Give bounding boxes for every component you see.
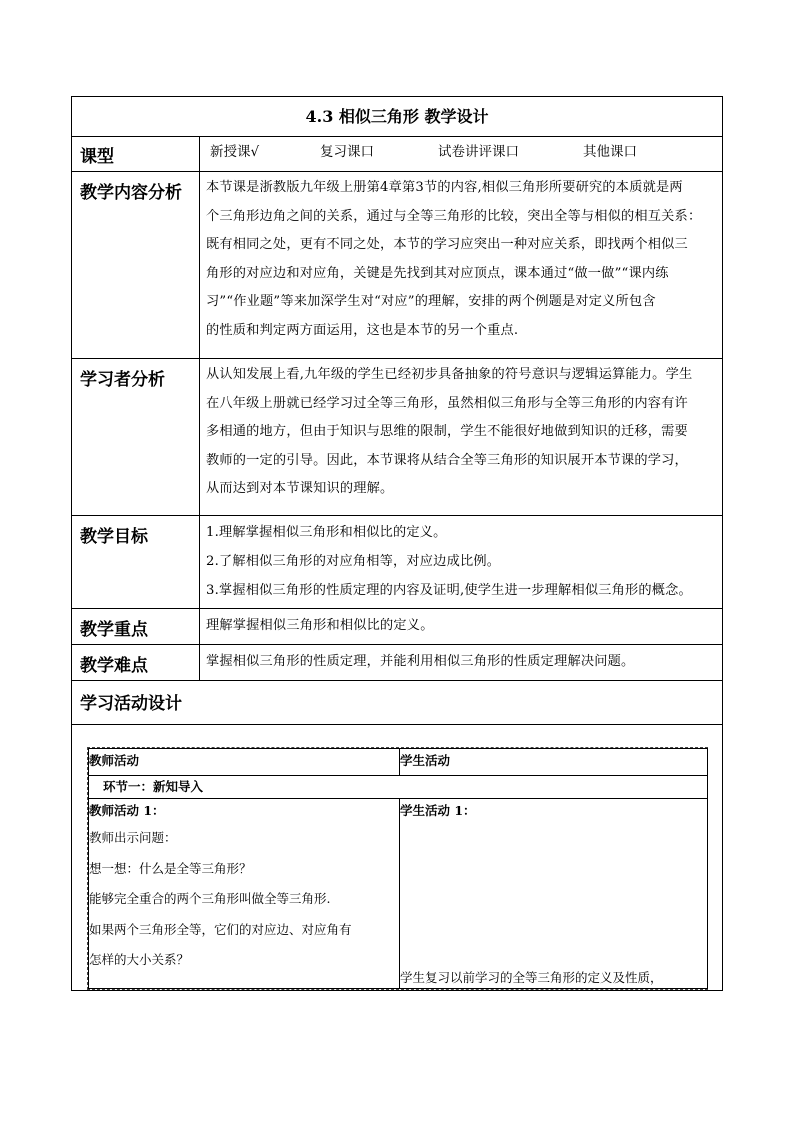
goal-item: 3.掌握相似三角形的性质定理的内容及证明,使学生进一步理解相似三角形的概念。: [206, 583, 692, 598]
text-line: 想一想：什么是全等三角形？: [89, 860, 252, 876]
document-page: [71, 96, 722, 991]
document-title: 4.3 相似三角形 教学设计: [72, 97, 723, 137]
student-activity-header: 学生活动: [400, 749, 708, 776]
learner-analysis-label: 学习者分析: [72, 359, 200, 516]
option-other[interactable]: 其他课口: [583, 144, 637, 160]
teacher-activity-header: 教师活动: [89, 749, 400, 776]
activity-design-label: 学习活动设计: [72, 681, 723, 725]
section-title: 环节一：新知导入: [89, 776, 708, 799]
text-line: 怎样的大小关系？: [89, 952, 190, 967]
goal-item: 1.理解掌握相似三角形和相似比的定义。: [206, 525, 447, 540]
text-line: 多相通的地方，但由于知识与思维的限制，学生不能很好地做到知识的迁移，需要: [206, 424, 688, 439]
key-point-text: 理解掌握相似三角形和相似比的定义。: [200, 609, 723, 645]
student-activity-text: 学生复习以前学习的全等三角形的定义及性质，: [400, 970, 663, 985]
content-analysis-text: [200, 172, 723, 359]
key-point-label: 教学重点: [72, 609, 200, 645]
student-activity-cell: [400, 799, 708, 989]
activity-design-area: [72, 725, 723, 991]
text-line: 个三角形边角之间的关系，通过与全等三角形的比较，突出全等与相似的相互关系：: [206, 208, 702, 224]
text-line: 教师出示问题：: [89, 830, 177, 845]
goals-label: 教学目标: [72, 516, 200, 609]
text-line: 在八年级上册就已经学习过全等三角形，虽然相似三角形与全等三角形的内容有许: [206, 395, 688, 411]
text-line: 既有相同之处，更有不同之处，本节的学习应突出一种对应关系，即找两个相似三: [206, 237, 688, 252]
goals-text: [200, 516, 723, 609]
text-line: 如果两个三角形全等，它们的对应边、对应角有: [89, 921, 352, 937]
text-line: 习”“作业题”等来加深学生对“对应”的理解，安排的两个例题是对定义所包含: [206, 294, 656, 309]
option-test-review[interactable]: 试卷讲评课口: [438, 144, 519, 160]
lesson-plan-table: [71, 96, 723, 991]
content-analysis-label: 教学内容分析: [72, 172, 200, 359]
text-line: 教师的一定的引导。因此，本节课将从结合全等三角形的知识展开本节课的学习，: [206, 452, 688, 468]
option-new-lesson[interactable]: 新授课√: [210, 144, 260, 160]
teacher-activity-cell: [89, 799, 400, 989]
text-line: 角形的对应边和对应角，关键是先找到其对应顶点，课本通过“做一做”“课内练: [206, 265, 669, 281]
lesson-type-label: 课型: [72, 137, 200, 172]
text-line: 本节课是浙教版九年级上册第4章第3节的内容,相似三角形所要研究的本质就是两: [206, 180, 683, 195]
option-review[interactable]: 复习课口: [320, 144, 374, 160]
teacher-activity-title: 教师活动 1：: [89, 803, 165, 818]
difficulty-label: 教学难点: [72, 645, 200, 681]
activity-table: [87, 747, 708, 990]
learner-analysis-text: [200, 359, 723, 516]
text-line: 的性质和判定两方面运用，这也是本节的另一个重点.: [206, 322, 519, 338]
text-line: 从而达到对本节课知识的理解。: [206, 481, 394, 496]
goal-item: 2.了解相似三角形的对应角相等，对应边成比例。: [206, 554, 501, 569]
difficulty-text: 掌握相似三角形的性质定理，并能利用相似三角形的性质定理解决问题。: [200, 645, 723, 681]
text-line: 从认知发展上看,九年级的学生已经初步具备抽象的符号意识与逻辑运算能力。学生: [206, 367, 693, 382]
student-activity-title: 学生活动 1：: [400, 803, 476, 818]
lesson-type-options: [200, 137, 723, 172]
text-line: 能够完全重合的两个三角形叫做全等三角形.: [89, 891, 331, 906]
